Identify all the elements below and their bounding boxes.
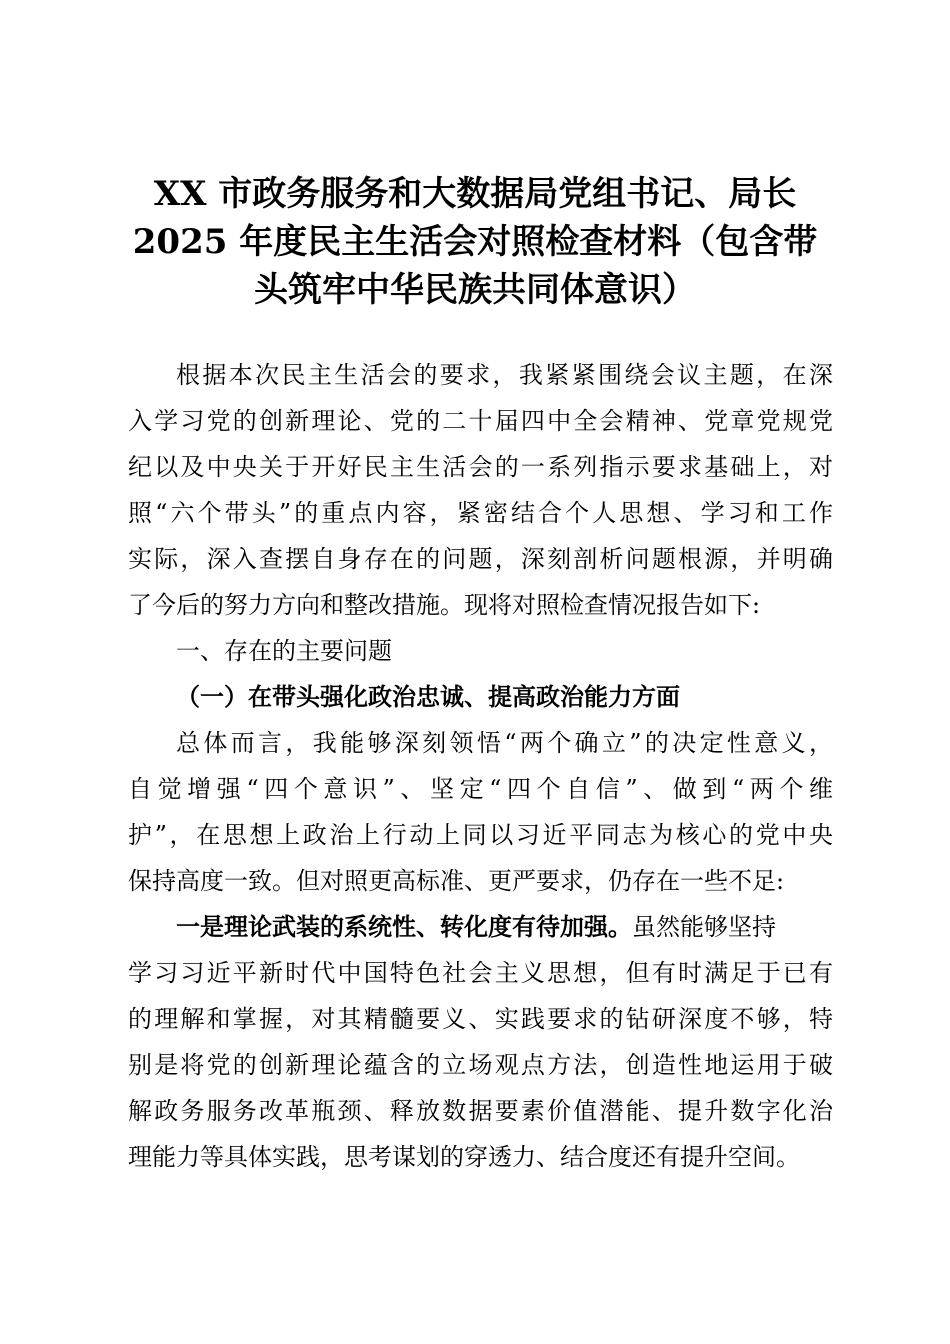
point-one-line: 的理解和掌握，对其精髓要义、实践要求的钻研深度不够，特	[128, 1005, 833, 1033]
point-one-first-rest: 虽然能够坚持	[632, 913, 776, 941]
point-one-line: 别是将党的创新理论蕴含的立场观点方法，创造性地运用于破	[128, 1051, 833, 1079]
intro-line: 实际，深入查摆自身存在的问题，深刻剖析问题根源，并明确	[128, 545, 833, 573]
point-one-paragraph	[128, 904, 833, 1180]
title-line-3: 头筑牢中华民族共同体意识）	[254, 270, 696, 310]
overview-line: 自觉增强“四个意识”、坚定“四个自信”、做到“两个维	[128, 775, 833, 803]
overview-line: 护”，在思想上政治上行动上同以习近平同志为核心的党中央	[128, 821, 833, 849]
intro-paragraph	[128, 352, 833, 628]
intro-line: 照“六个带头”的重点内容，紧密结合个人思想、学习和工作	[128, 499, 833, 527]
point-one-line: 学习习近平新时代中国特色社会主义思想，但有时满足于已有	[128, 959, 833, 987]
intro-line: 纪以及中央关于开好民主生活会的一系列指示要求基础上，对	[128, 453, 833, 481]
document-body	[128, 352, 833, 1180]
subsection-heading: （一）在带头强化政治忠诚、提高政治能力方面	[176, 682, 680, 711]
intro-line: 根据本次民主生活会的要求，我紧紧围绕会议主题，在深	[176, 361, 833, 389]
point-one-bold-lead: 一是理论武装的系统性、转化度有待加强。	[176, 912, 632, 941]
overview-paragraph	[128, 720, 833, 904]
overview-line: 保持高度一致。但对照更高标准、更严要求，仍存在一些不足:	[128, 867, 785, 895]
point-one-first-line	[128, 904, 833, 950]
intro-line: 了今后的努力方向和整改措施。现将对照检查情况报告如下:	[128, 591, 761, 619]
title-line-2: 2025 年度民主生活会对照检查材料（包含带	[132, 222, 818, 262]
title-line-1: XX 市政务服务和大数据局党组书记、局长	[153, 174, 797, 214]
intro-line: 入学习党的创新理论、党的二十届四中全会精神、党章党规党	[128, 407, 833, 435]
section-heading: 一、存在的主要问题	[176, 637, 392, 665]
overview-line: 总体而言，我能够深刻领悟“两个确立”的决定性意义，	[176, 729, 833, 757]
point-one-line: 解政务服务改革瓶颈、释放数据要素价值潜能、提升数字化治	[128, 1097, 833, 1125]
document-title	[110, 170, 840, 314]
point-one-line: 理能力等具体实践，思考谋划的穿透力、结合度还有提升空间。	[128, 1143, 800, 1171]
